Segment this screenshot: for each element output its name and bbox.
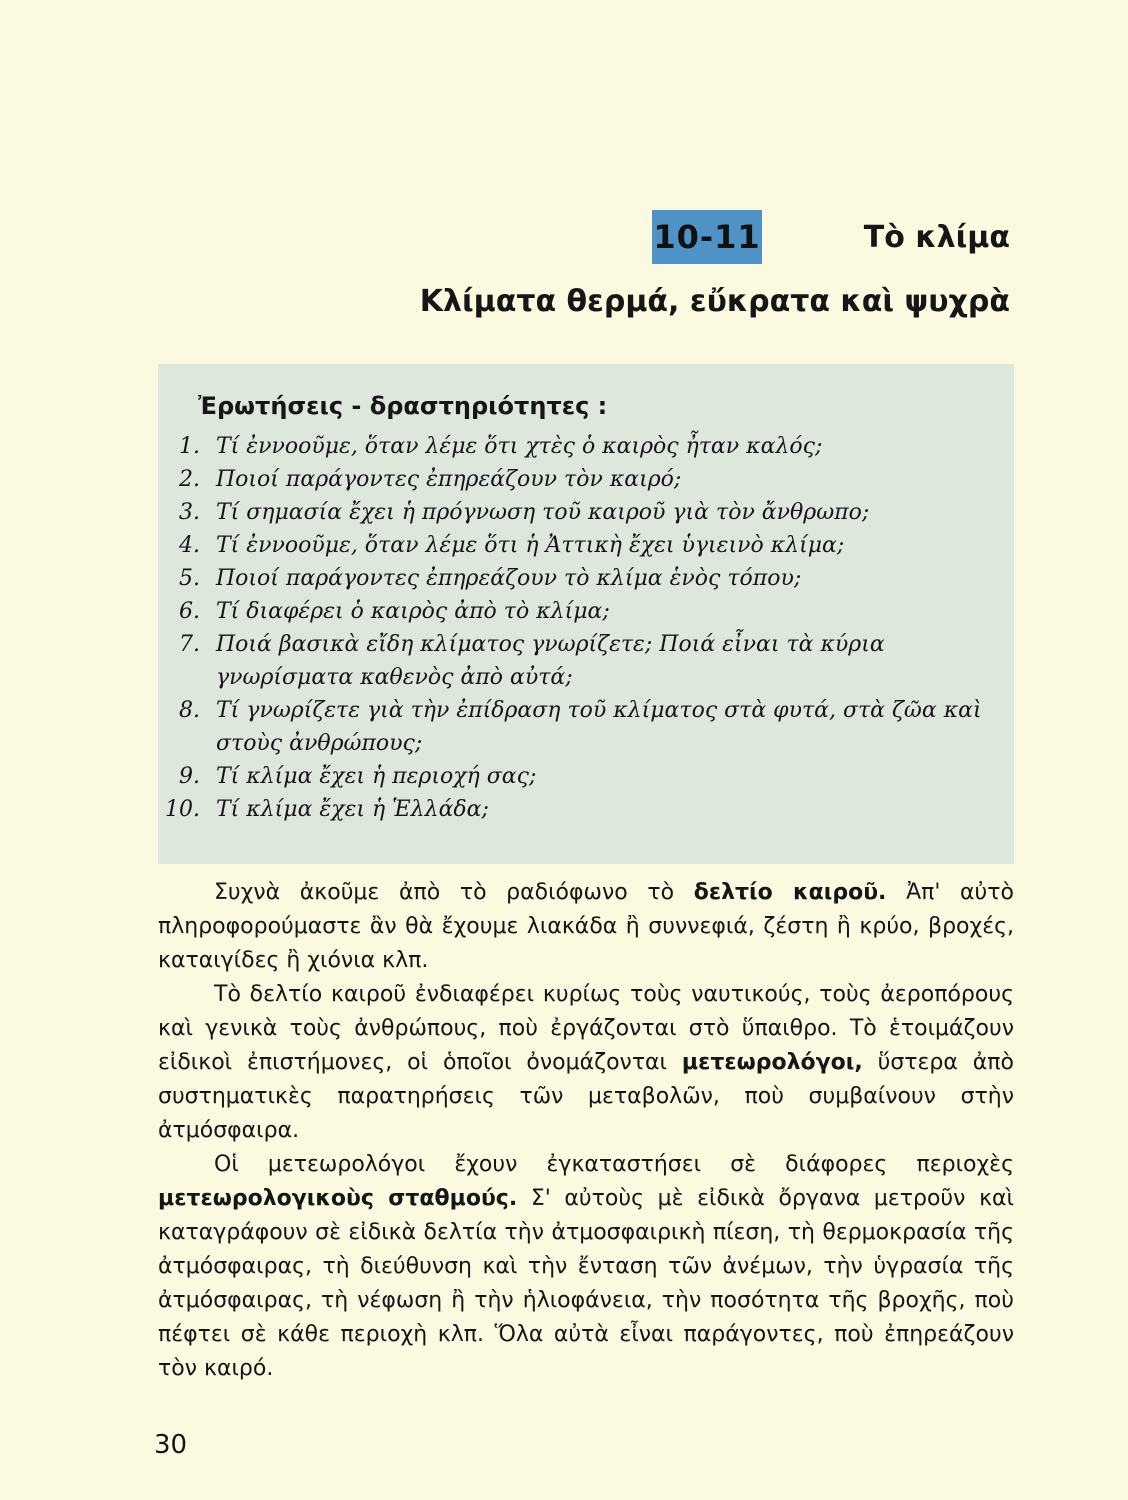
question-text: Ποιά βασικὰ εἴδη κλίματος γνωρίζετε; Ποιά εἶναι τὰ κύρια γνωρίσματα καθενὸς ἀπὸ αὐτά; — [216, 632, 885, 690]
question-number: 6. — [179, 599, 200, 624]
question-number: 5. — [179, 566, 200, 591]
paragraph-text: Συχνὰ ἀκοῦμε ἀπὸ τὸ ραδιόφωνο τὸ — [214, 880, 694, 905]
question-item — [158, 595, 1014, 628]
chapter-title: Τὸ κλίμα — [863, 220, 1010, 255]
questions-list — [158, 430, 1014, 826]
question-item — [158, 529, 1014, 562]
question-number: 1. — [179, 434, 200, 459]
question-text: Τί γνωρίζετε γιὰ τὴν ἐπίδραση τοῦ κλίματος στὰ φυτά, στὰ ζῶα καὶ στοὺς ἀνθρώπους; — [216, 698, 982, 756]
question-item — [158, 562, 1014, 595]
paragraph — [158, 876, 1014, 978]
question-text: Τί σημασία ἔχει ἡ πρόγνωση τοῦ καιροῦ γιὰ τὸν ἄνθρωπο; — [216, 500, 870, 525]
question-number: 2. — [179, 467, 200, 492]
paragraph — [158, 978, 1014, 1148]
question-number: 7. — [179, 632, 200, 657]
question-item — [158, 760, 1014, 793]
question-number: 8. — [179, 698, 200, 723]
question-number: 9. — [179, 764, 200, 789]
questions-box — [158, 364, 1014, 864]
question-text: Τί ἐννοοῦμε, ὅταν λέμε ὅτι ἡ Ἀττικὴ ἔχει ὑγιεινὸ κλίμα; — [216, 533, 845, 558]
question-text: Ποιοί παράγοντες ἐπηρεάζουν τὸ κλίμα ἑνὸς τόπου; — [216, 566, 802, 591]
chapter-subtitle: Κλίματα θερμά, εὔκρατα καὶ ψυχρὰ — [419, 284, 1010, 319]
question-number: 3. — [179, 500, 200, 525]
body-text — [158, 876, 1014, 1386]
question-text: Τί ἐννοοῦμε, ὅταν λέμε ὅτι χτὲς ὁ καιρὸς ἦταν καλός; — [216, 434, 823, 459]
question-item — [158, 694, 1014, 760]
question-text: Τί διαφέρει ὁ καιρὸς ἀπὸ τὸ κλίμα; — [216, 599, 610, 624]
questions-heading: Ἐρωτήσεις - δραστηριότητες : — [198, 392, 608, 420]
paragraph — [158, 1148, 1014, 1386]
question-item — [158, 463, 1014, 496]
question-item — [158, 430, 1014, 463]
question-text: Ποιοί παράγοντες ἐπηρεάζουν τὸν καιρό; — [216, 467, 682, 492]
paragraph-text: Οἱ μετεωρολόγοι ἔχουν ἐγκαταστήσει σὲ διάφορες περιοχὲς — [214, 1152, 1014, 1177]
paragraph-text: ὕστερα ἀπὸ συστηματικὲς παρατηρήσεις τῶν μεταβολῶν, ποὺ συμβαίνουν στὴν ἀτμόσφαιρα. — [158, 1050, 1014, 1143]
question-number: 10. — [165, 797, 200, 822]
question-item — [158, 628, 1014, 694]
paragraph-text: Ἀπ' αὐτὸ πληροφορούμαστε ἂν θὰ ἔχουμε λιακάδα ἢ συννεφιά, ζέστη ἢ κρύο, βροχές, καταιγίδες ἢ χιόνια κλπ. — [158, 880, 1014, 973]
question-text: Τί κλίμα ἔχει ἡ Ἑλλάδα; — [216, 797, 489, 822]
chapter-number-badge: 10-11 — [652, 210, 762, 264]
question-number: 4. — [179, 533, 200, 558]
question-item — [158, 496, 1014, 529]
bold-term: δελτίο καιροῦ. — [693, 880, 887, 905]
question-item — [158, 793, 1014, 826]
bold-term: μετεωρολόγοι, — [681, 1050, 863, 1075]
page-number: 30 — [154, 1430, 188, 1460]
bold-term: μετεωρολογικοὺς σταθμούς. — [158, 1186, 518, 1211]
paragraph-text: Σ' αὐτοὺς μὲ εἰδικὰ ὄργανα μετροῦν καὶ καταγράφουν σὲ εἰδικὰ δελτία τὴν ἀτμοσφαιρικὴ πίεση, τὴ θερμοκρασία τῆς ἀτμόσφαιρας, τὴ διεύθυνση καὶ τὴν ἔνταση τῶν ἀνέμων, τὴν ὑγρασία τῆς ἀτμόσφαιρας, τὴ νέφωση ἢ τὴν ἡλιοφάνεια, τὴν ποσότητα τῆς βροχῆς, ποὺ πέφτει σὲ κάθε περιοχὴ κλπ. Ὅλα αὐτὰ εἶναι παράγοντες, ποὺ ἐπηρεάζουν τὸν καιρό. — [158, 1186, 1014, 1381]
question-text: Τί κλίμα ἔχει ἡ περιοχή σας; — [216, 764, 537, 789]
paragraph-text: Τὸ δελτίο καιροῦ ἐνδιαφέρει κυρίως τοὺς ναυτικούς, τοὺς ἀεροπόρους καὶ γενικὰ τοὺς ἀνθρώπους, ποὺ ἐργάζονται στὸ ὕπαιθρο. Τὸ ἑτοιμάζουν εἰδικοὶ ἐπιστήμονες, οἱ ὁποῖοι ὀνομάζονται — [158, 982, 1014, 1075]
